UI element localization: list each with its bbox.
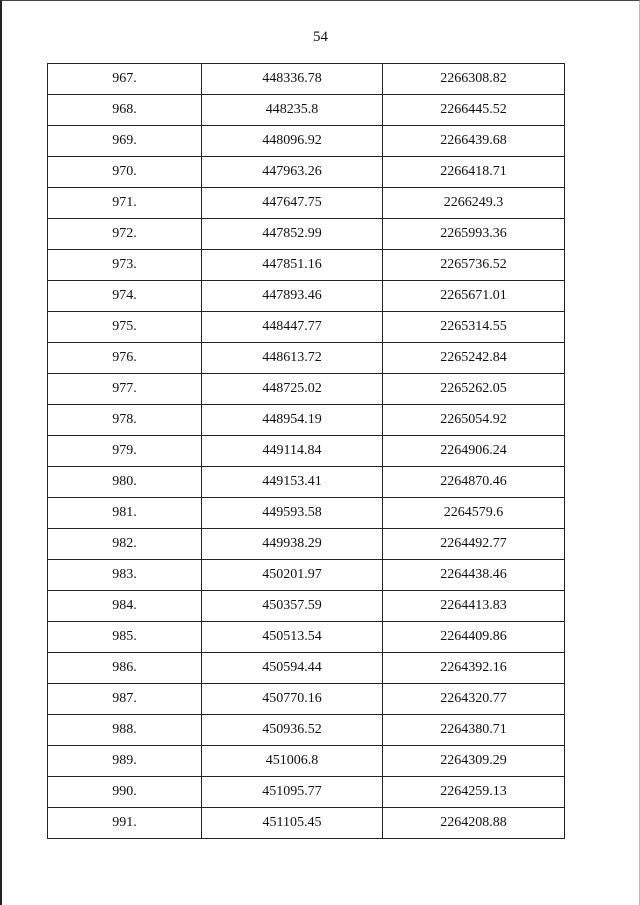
- x-coordinate-cell: 448954.19: [202, 405, 383, 436]
- point-number-cell: 972.: [48, 219, 202, 250]
- point-number-cell: 971.: [48, 188, 202, 219]
- x-coordinate-cell: 449593.58: [202, 498, 383, 529]
- x-coordinate-cell: 448725.02: [202, 374, 383, 405]
- x-coordinate-cell: 450201.97: [202, 560, 383, 591]
- y-coordinate-cell: 2264380.71: [383, 715, 565, 746]
- y-coordinate-cell: 2265671.01: [383, 281, 565, 312]
- x-coordinate-cell: 447963.26: [202, 157, 383, 188]
- point-number-cell: 980.: [48, 467, 202, 498]
- table-row: [48, 498, 565, 529]
- point-number-cell: 989.: [48, 746, 202, 777]
- table-row: [48, 250, 565, 281]
- y-coordinate-cell: 2266249.3: [383, 188, 565, 219]
- point-number-cell: 984.: [48, 591, 202, 622]
- y-coordinate-cell: 2264438.46: [383, 560, 565, 591]
- point-number-cell: 973.: [48, 250, 202, 281]
- x-coordinate-cell: 451105.45: [202, 808, 383, 839]
- y-coordinate-cell: 2264392.16: [383, 653, 565, 684]
- point-number-cell: 985.: [48, 622, 202, 653]
- point-number-cell: 967.: [48, 64, 202, 95]
- point-number-cell: 983.: [48, 560, 202, 591]
- point-number-cell: 991.: [48, 808, 202, 839]
- point-number-cell: 979.: [48, 436, 202, 467]
- y-coordinate-cell: 2264413.83: [383, 591, 565, 622]
- x-coordinate-cell: 447893.46: [202, 281, 383, 312]
- table-row: [48, 684, 565, 715]
- point-number-cell: 986.: [48, 653, 202, 684]
- y-coordinate-cell: 2264870.46: [383, 467, 565, 498]
- x-coordinate-cell: 448447.77: [202, 312, 383, 343]
- table-row: [48, 126, 565, 157]
- x-coordinate-cell: 450770.16: [202, 684, 383, 715]
- x-coordinate-cell: 451095.77: [202, 777, 383, 808]
- y-coordinate-cell: 2265736.52: [383, 250, 565, 281]
- y-coordinate-cell: 2264259.13: [383, 777, 565, 808]
- x-coordinate-cell: 449938.29: [202, 529, 383, 560]
- y-coordinate-cell: 2266308.82: [383, 64, 565, 95]
- x-coordinate-cell: 447852.99: [202, 219, 383, 250]
- point-number-cell: 978.: [48, 405, 202, 436]
- point-number-cell: 982.: [48, 529, 202, 560]
- table-row: [48, 219, 565, 250]
- table-row: [48, 405, 565, 436]
- point-number-cell: 976.: [48, 343, 202, 374]
- x-coordinate-cell: 449114.84: [202, 436, 383, 467]
- table-row: [48, 157, 565, 188]
- table-row: [48, 529, 565, 560]
- point-number-cell: 988.: [48, 715, 202, 746]
- table-row: [48, 746, 565, 777]
- point-number-cell: 968.: [48, 95, 202, 126]
- y-coordinate-cell: 2265054.92: [383, 405, 565, 436]
- y-coordinate-cell: 2264492.77: [383, 529, 565, 560]
- table-row: [48, 622, 565, 653]
- point-number-cell: 981.: [48, 498, 202, 529]
- y-coordinate-cell: 2264409.86: [383, 622, 565, 653]
- y-coordinate-cell: 2264320.77: [383, 684, 565, 715]
- table-row: [48, 436, 565, 467]
- x-coordinate-cell: 450357.59: [202, 591, 383, 622]
- table-row: [48, 560, 565, 591]
- y-coordinate-cell: 2266418.71: [383, 157, 565, 188]
- point-number-cell: 987.: [48, 684, 202, 715]
- point-number-cell: 969.: [48, 126, 202, 157]
- y-coordinate-cell: 2264906.24: [383, 436, 565, 467]
- x-coordinate-cell: 448613.72: [202, 343, 383, 374]
- y-coordinate-cell: 2264579.6: [383, 498, 565, 529]
- table-body: [48, 64, 565, 839]
- x-coordinate-cell: 448336.78: [202, 64, 383, 95]
- point-number-cell: 970.: [48, 157, 202, 188]
- page-number: 54: [313, 29, 328, 45]
- point-number-cell: 974.: [48, 281, 202, 312]
- point-number-cell: 975.: [48, 312, 202, 343]
- table-row: [48, 64, 565, 95]
- x-coordinate-cell: 448235.8: [202, 95, 383, 126]
- x-coordinate-cell: 450936.52: [202, 715, 383, 746]
- table-row: [48, 715, 565, 746]
- y-coordinate-cell: 2265242.84: [383, 343, 565, 374]
- table-row: [48, 281, 565, 312]
- y-coordinate-cell: 2266445.52: [383, 95, 565, 126]
- y-coordinate-cell: 2264208.88: [383, 808, 565, 839]
- table-row: [48, 591, 565, 622]
- table-row: [48, 312, 565, 343]
- coordinates-table: [47, 63, 565, 839]
- x-coordinate-cell: 450513.54: [202, 622, 383, 653]
- x-coordinate-cell: 448096.92: [202, 126, 383, 157]
- table-row: [48, 467, 565, 498]
- y-coordinate-cell: 2265314.55: [383, 312, 565, 343]
- table-row: [48, 653, 565, 684]
- x-coordinate-cell: 447851.16: [202, 250, 383, 281]
- table-row: [48, 777, 565, 808]
- table-row: [48, 374, 565, 405]
- y-coordinate-cell: 2265262.05: [383, 374, 565, 405]
- x-coordinate-cell: 449153.41: [202, 467, 383, 498]
- point-number-cell: 977.: [48, 374, 202, 405]
- point-number-cell: 990.: [48, 777, 202, 808]
- table-row: [48, 343, 565, 374]
- table-row: [48, 188, 565, 219]
- table-row: [48, 95, 565, 126]
- y-coordinate-cell: 2266439.68: [383, 126, 565, 157]
- x-coordinate-cell: 447647.75: [202, 188, 383, 219]
- x-coordinate-cell: 451006.8: [202, 746, 383, 777]
- y-coordinate-cell: 2264309.29: [383, 746, 565, 777]
- y-coordinate-cell: 2265993.36: [383, 219, 565, 250]
- x-coordinate-cell: 450594.44: [202, 653, 383, 684]
- table-row: [48, 808, 565, 839]
